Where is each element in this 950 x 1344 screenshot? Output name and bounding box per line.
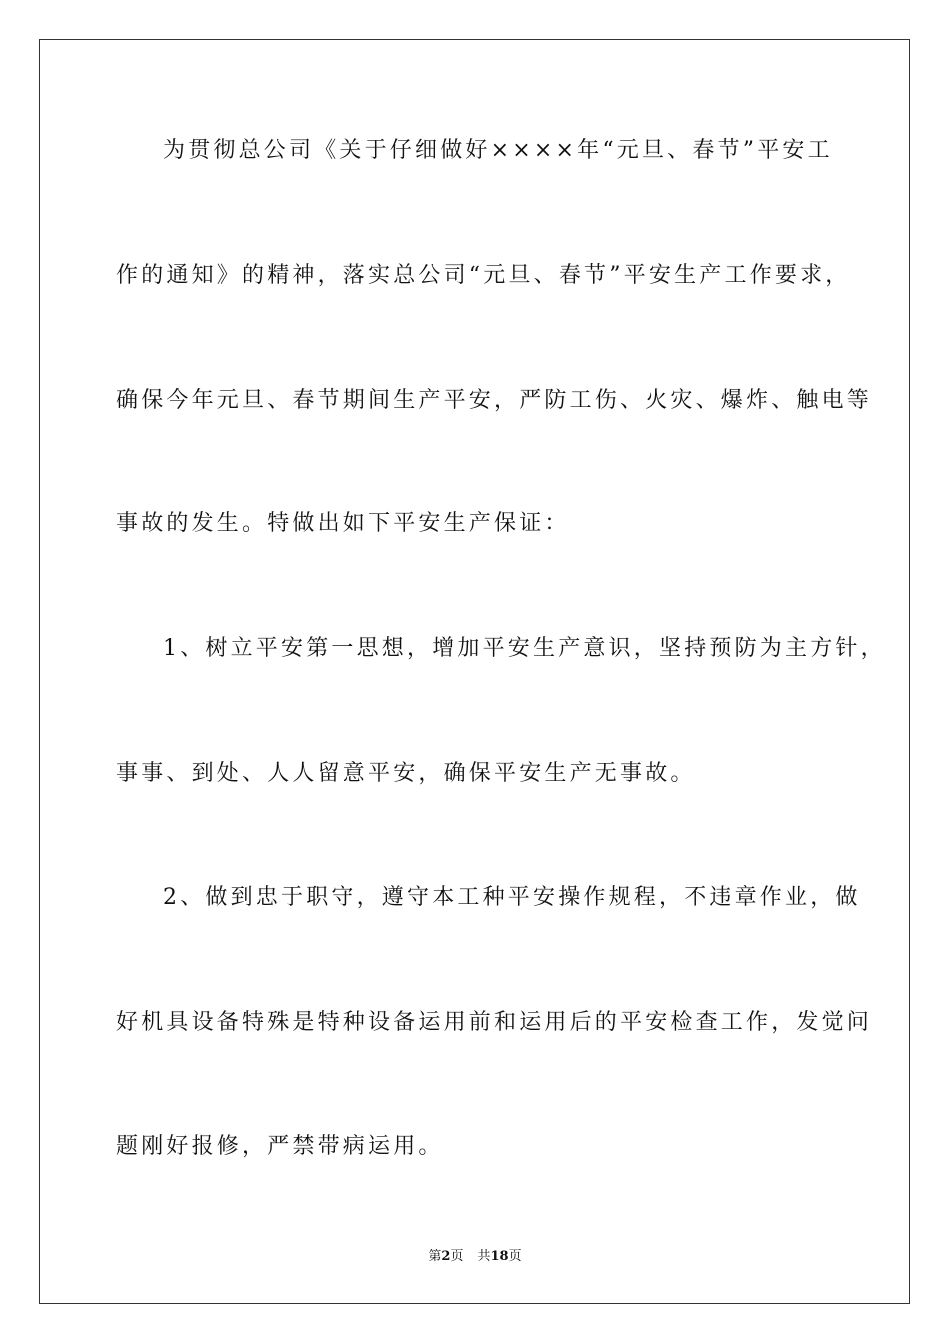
footer-page-number: 2 [441,1249,451,1264]
paragraph-1-line-3: 确保今年元旦、春节期间生产平安，严防工伤、火灾、爆炸、触电等 [116,388,873,413]
page-footer [0,1248,950,1266]
footer-total-suffix: 页 [508,1249,522,1264]
paragraph-1-line-1: 为贯彻总公司《关于仔细做好××××年“元旦、春节”平安工 [163,138,833,163]
paragraph-1-line-4: 事故的发生。特做出如下平安生产保证： [116,511,570,536]
paragraph-2-line-2: 事事、到处、人人留意平安，确保平安生产无事故。 [116,761,696,786]
paragraph-3-line-1: 2、做到忠于职守，遵守本工种平安操作规程，不违章作业，做 [163,885,861,910]
footer-page-prefix: 第 [428,1249,442,1264]
paragraph-3-line-2: 好机具设备特殊是特种设备运用前和运用后的平安检查工作，发觉问 [116,1010,873,1035]
footer-total-prefix: 共 [477,1249,491,1264]
footer-total-pages: 18 [490,1249,509,1264]
paragraph-2-line-1: 1、树立平安第一思想，增加平安生产意识，坚持预防为主方针， [163,636,886,661]
footer-page-suffix: 页 [450,1249,464,1264]
paragraph-3-line-3: 题刚好报修，严禁带病运用。 [116,1134,444,1159]
page-border [39,39,910,1304]
paragraph-1-line-2: 作的通知》的精神，落实总公司“元旦、春节”平安生产工作要求， [116,263,851,288]
